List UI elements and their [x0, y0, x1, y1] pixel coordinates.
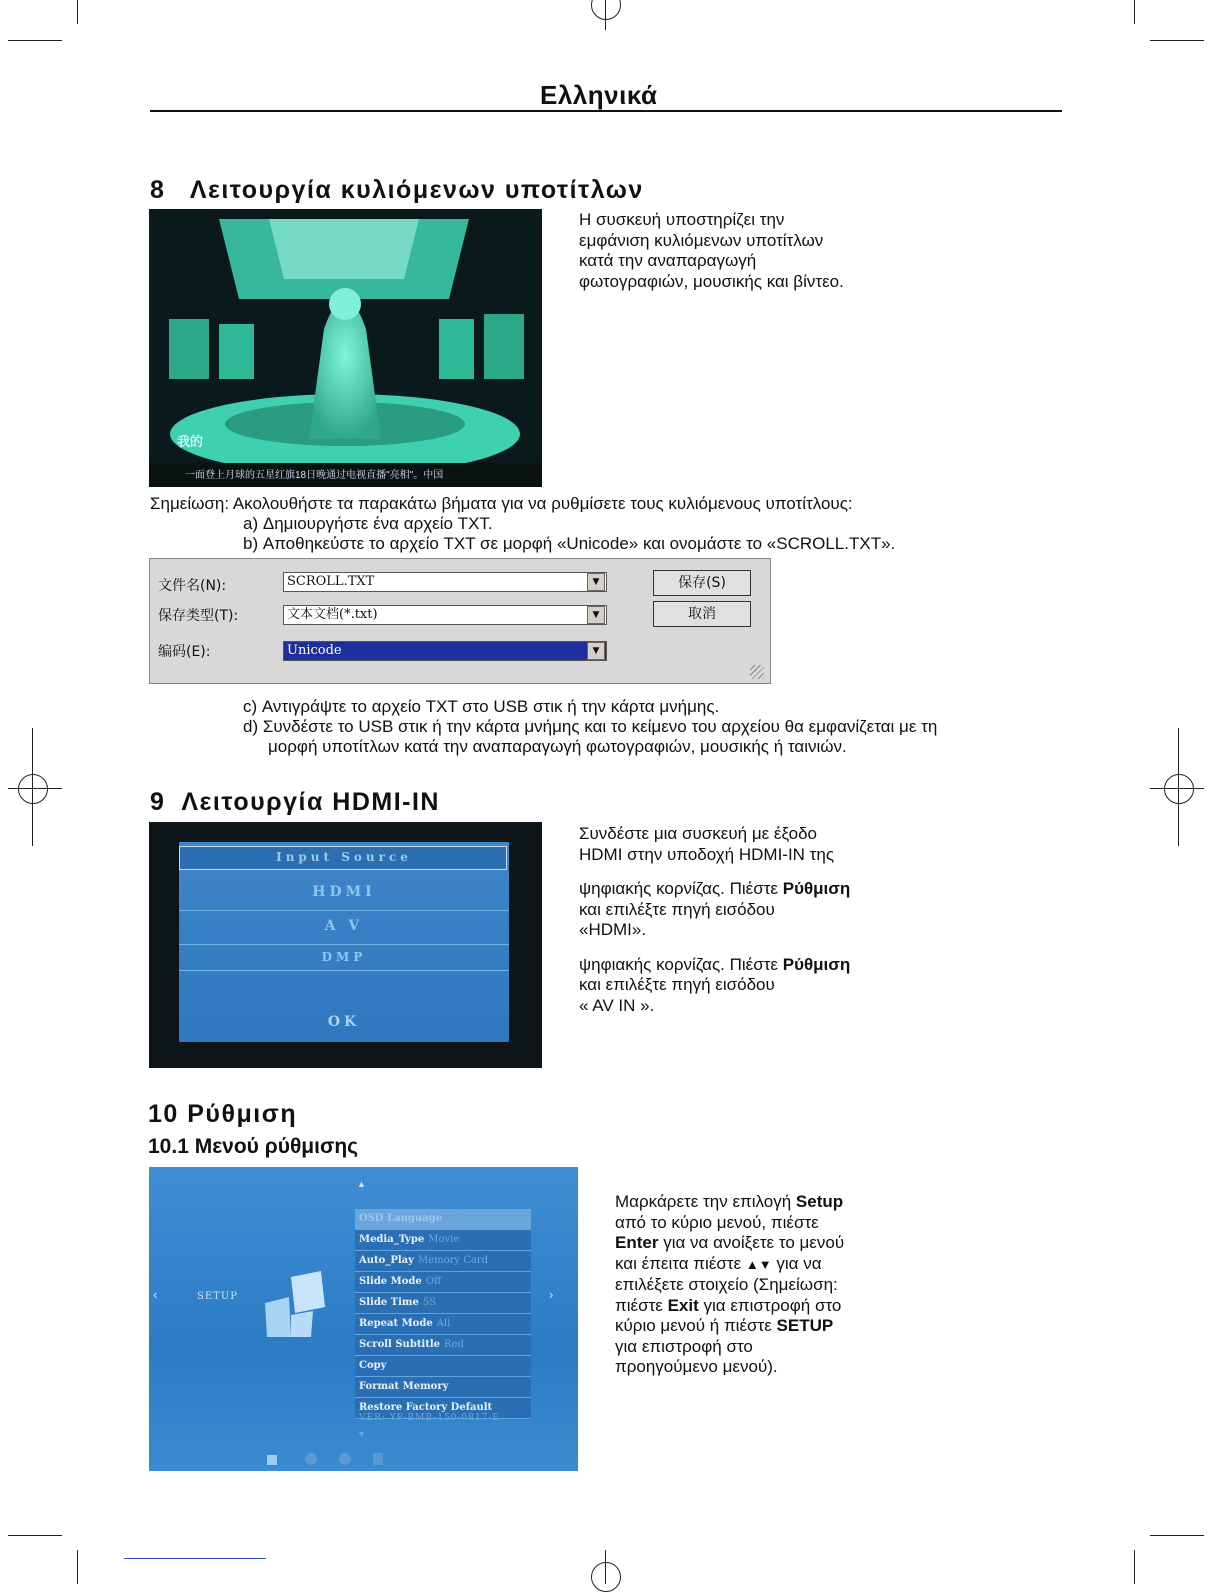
text-span: Μαρκάρετε την επιλογή — [615, 1192, 796, 1211]
intro-line: εμφάνιση κυλιόμενων υποτίτλων — [579, 230, 824, 250]
crop-mark — [1134, 0, 1135, 24]
section-9-text — [579, 824, 850, 1016]
up-down-arrows-icon: ▲▼ — [745, 1256, 772, 1272]
menu-separator — [179, 970, 509, 971]
header-rule — [150, 110, 1062, 112]
encoding-dropdown-icon[interactable]: ▼ — [587, 642, 605, 660]
crop-mark — [1150, 40, 1204, 41]
row-key: Slide Mode — [359, 1276, 422, 1287]
section-10-title: 10 Ρύθμιση — [148, 1100, 298, 1128]
setup-row-copy[interactable] — [355, 1356, 531, 1377]
menu-item-hdmi[interactable]: HDMI — [312, 884, 376, 900]
hdmi-line: Συνδέστε μια συσκευή με έξοδο — [579, 824, 818, 843]
registration-mark — [1150, 788, 1204, 789]
av-line: και επιλέξτε πηγή εισόδου — [579, 975, 775, 994]
row-value: 5S — [422, 1297, 437, 1308]
setup-side-label: SETUP — [197, 1291, 238, 1302]
text-span: ψηφιακής κορνίζας. Πιέστε — [579, 954, 783, 974]
row-value: All — [436, 1318, 451, 1329]
setup-text-line — [615, 1254, 844, 1276]
filetype-select[interactable]: 文本文档(*.txt) — [283, 605, 607, 625]
intro-line: Η συσκευή υποστηρίζει την — [579, 210, 785, 229]
menu-separator — [179, 944, 509, 945]
row-key: OSD Language — [359, 1213, 442, 1224]
setup-key-bold: SETUP — [776, 1316, 834, 1335]
scroll-up-icon: ▲ — [357, 1179, 366, 1189]
row-key: Copy — [359, 1360, 387, 1371]
encoding-select[interactable]: Unicode — [283, 641, 607, 661]
input-source-menu-image — [149, 822, 542, 1068]
setup-row-media-type[interactable] — [355, 1230, 531, 1251]
save-as-dialog — [149, 558, 771, 684]
save-button[interactable]: 保存(S) — [653, 570, 751, 596]
filename-dropdown-icon[interactable]: ▼ — [587, 573, 605, 591]
filename-label: 文件名(N): — [158, 578, 227, 594]
left-arrow-icon: ‹ — [153, 1287, 158, 1302]
setup-bold: Setup — [795, 1192, 844, 1211]
language-title: Ελληνικά — [540, 80, 658, 110]
step-b: b) Αποθηκεύστε το αρχείο TXT σε μορφή «Unicode» και ονομάστε το «SCROLL.TXT». — [243, 534, 896, 553]
scroll-subtitle-frame-image — [149, 209, 542, 487]
text-span: και έπειτα πιέστε — [615, 1253, 746, 1273]
menu-separator — [179, 910, 509, 911]
hdmi-line: και επιλέξτε πηγή εισόδου — [579, 899, 775, 919]
step-a: a) Δημιουργήστε ένα αρχείο TXT. — [243, 514, 493, 533]
row-key: Media_Type — [359, 1234, 425, 1245]
registration-mark — [591, 0, 621, 20]
crop-mark — [8, 40, 62, 41]
registration-mark — [18, 774, 48, 804]
enter-bold: Enter — [615, 1233, 659, 1252]
intro-line: φωτογραφιών, μουσικής και βίντεο. — [579, 271, 844, 291]
crop-mark — [1150, 1535, 1204, 1536]
text-span: πιέστε — [615, 1295, 668, 1315]
registration-mark — [1178, 728, 1179, 846]
frame-corner-text: 我的 — [177, 434, 204, 449]
text-span: κύριο μενού ή πιέστε — [615, 1316, 777, 1335]
crop-mark — [77, 0, 78, 24]
registration-mark — [591, 1562, 621, 1592]
menu-title: Input Source — [276, 850, 412, 864]
registration-mark — [8, 788, 62, 789]
step-d-line2: μορφή υποτίτλων κατά την αναπαραγωγή φωτογραφιών, μουσικής ή ταινιών. — [268, 737, 847, 756]
setup-row-slide-time[interactable] — [355, 1293, 531, 1314]
setup-text-line — [615, 1296, 844, 1317]
row-value: Red — [444, 1339, 464, 1350]
text-span: ψηφιακής κορνίζας. Πιέστε — [579, 879, 783, 898]
scroll-down-icon: ▼ — [357, 1429, 366, 1439]
registration-mark — [32, 728, 33, 846]
firmware-version: VER: YF-BMB-150-0817-E — [359, 1413, 500, 1423]
row-key: Repeat Mode — [359, 1318, 433, 1329]
menu-item-av[interactable]: A V — [324, 918, 364, 934]
row-key: Slide Time — [359, 1297, 419, 1308]
setup-text-line: από το κύριο μενού, πιέστε — [615, 1212, 819, 1232]
filetype-dropdown-icon[interactable]: ▼ — [587, 606, 605, 624]
crop-mark — [1134, 1550, 1135, 1584]
av-line — [579, 955, 850, 976]
row-key: Restore Factory Default — [359, 1402, 493, 1413]
setup-row-format-memory[interactable] — [355, 1377, 531, 1398]
movie-icon[interactable] — [373, 1453, 383, 1465]
setup-row-osd-language[interactable] — [355, 1209, 531, 1230]
music-icon[interactable] — [305, 1453, 317, 1465]
setup-row-auto-play[interactable] — [355, 1251, 531, 1272]
row-key: Format Memory — [359, 1381, 449, 1392]
bottom-nav-icons — [267, 1453, 397, 1467]
text-span: για επιστροφή στο — [698, 1295, 842, 1315]
setup-text-line: επιλέξετε στοιχείο (Σημείωση: — [615, 1275, 838, 1294]
row-value: Movie — [428, 1234, 460, 1245]
setup-text-line: προηγούμενο μενού). — [615, 1357, 778, 1376]
section-8-title: 8 Λειτουργία κυλιόμενων υποτίτλων — [150, 176, 644, 204]
registration-mark — [605, 1550, 606, 1584]
row-value: Off — [425, 1276, 442, 1287]
row-value: English — [445, 1213, 485, 1224]
setup-bold: Ρύθμιση — [782, 879, 851, 898]
step-c: c) Αντιγράψτε το αρχείο TXT στο USB στικ ή την κάρτα μνήμης. — [243, 697, 720, 716]
hdmi-line: «HDMI». — [579, 920, 647, 939]
section-10-text — [615, 1192, 844, 1378]
setup-options-list — [355, 1209, 531, 1419]
hdmi-line: HDMI στην υποδοχή HDMI-IN της — [579, 844, 835, 864]
setup-text-line — [615, 1233, 844, 1254]
av-line: « AV IN ». — [579, 995, 655, 1015]
bottom-rule — [124, 1558, 266, 1559]
exit-bold: Exit — [667, 1295, 699, 1315]
section-10-1-subtitle: 10.1 Μενού ρύθμισης — [148, 1135, 359, 1158]
filetype-label: 保存类型(T): — [158, 608, 239, 624]
registration-mark — [1164, 774, 1194, 804]
section-9-title: 9 Λειτουργία HDMI-IN — [150, 788, 440, 816]
hdmi-line — [579, 879, 850, 900]
setup-bold: Ρύθμιση — [782, 954, 851, 974]
row-key: Scroll Subtitle — [359, 1339, 441, 1350]
text-span: για να — [771, 1253, 822, 1273]
setup-row-scroll-subtitle[interactable] — [355, 1335, 531, 1356]
setup-cube-icon — [261, 1267, 331, 1342]
right-arrow-icon: › — [549, 1287, 554, 1302]
filename-input[interactable]: SCROLL.TXT — [283, 572, 607, 592]
setup-row-repeat-mode[interactable] — [355, 1314, 531, 1335]
setup-text-line: για επιστροφή στο — [615, 1336, 753, 1356]
photo-icon[interactable] — [339, 1453, 351, 1465]
resize-grip-icon[interactable] — [750, 665, 764, 679]
step-d-line1: d) Συνδέστε το USB στικ ή την κάρτα μνήμης και το κείμενο του αρχείου θα εμφανίζεται με τη — [243, 717, 938, 736]
encoding-label: 编码(E): — [158, 644, 211, 660]
intro-line: κατά την αναπαραγωγή — [579, 251, 757, 270]
note-line: Σημείωση: Ακολουθήστε τα παρακάτω βήματα για να ρυθμίσετε τους κυλιόμενους υποτίτλους: — [150, 494, 853, 513]
section-8-intro — [579, 210, 844, 292]
grid-icon[interactable] — [267, 1455, 277, 1465]
setup-menu-image — [149, 1167, 578, 1471]
ok-label[interactable]: OK — [327, 1014, 361, 1030]
registration-mark — [605, 0, 606, 30]
text-span: για να ανοίξετε το μενού — [658, 1233, 845, 1252]
crop-mark — [77, 1550, 78, 1584]
movie-frame-graphic — [149, 209, 542, 487]
menu-item-dmp[interactable]: DMP — [321, 950, 367, 964]
setup-text-line — [615, 1192, 844, 1213]
row-key: Auto_Play — [359, 1255, 414, 1266]
crop-mark — [8, 1535, 62, 1536]
input-source-menu — [179, 842, 509, 1042]
cancel-button[interactable]: 取消 — [653, 601, 751, 627]
row-value: Memory Card — [417, 1255, 489, 1266]
setup-text-line — [615, 1316, 844, 1337]
scrolling-subtitle-caption: 一面登上月球的五星红旗18日晚通过电视直播"亮相"。中国 — [185, 470, 444, 481]
setup-row-slide-mode[interactable] — [355, 1272, 531, 1293]
